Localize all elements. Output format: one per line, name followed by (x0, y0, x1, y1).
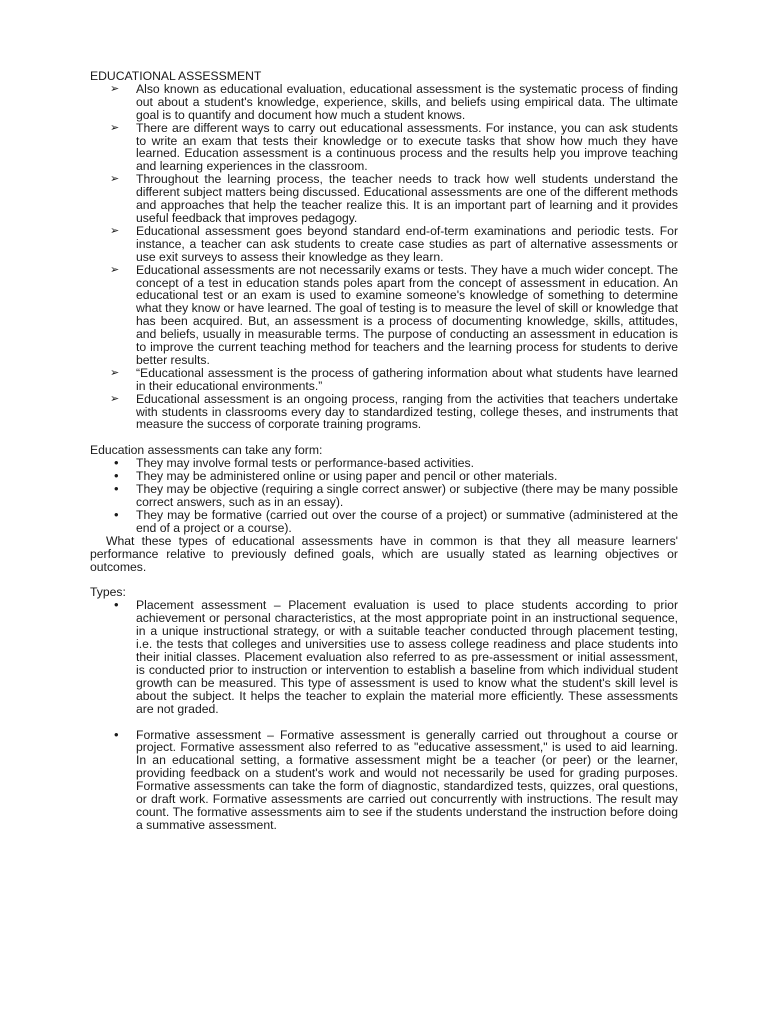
types-label: Types: (90, 585, 126, 600)
document-body (90, 70, 678, 832)
arrow-bullet-icon: ➢ (110, 173, 120, 186)
common-paragraph: What these types of educational assessments have in common is that they all measure learners' performance relative to previously defined goals, which are usually stated as learning objectives or outcomes. (90, 533, 678, 574)
forms-intro: Education assessments can take any form: (90, 443, 323, 458)
type-item-placement: • Placement assessment – Placement evaluation is used to place students according to prior achievement or personal characteristics, at the most appropriate point in an instructional sequence, in a unique instructional strategy, or with a suitable teacher conducted through placement testing, i.e. the tests that colleges and universities use to assess college readiness and place students into their initial classes. Placement evaluation also referred to as pre-assessment or initial assessment, is conducted prior to instruction or intervention to establish a baseline from which individual student growth can be measured. This type of assessment is used to know what the student's skill level is about the subject. It helps the teacher to explain the material more efficiently. These assessments are not graded. (114, 597, 679, 716)
types-list (90, 599, 678, 831)
document-heading: EDUCATIONAL ASSESSMENT (90, 69, 262, 83)
form-point: • They may be objective (requiring a single correct answer) or subjective (there may be many possible correct answers, such as in an essay). (114, 481, 678, 509)
form-point: • They may be administered online or using paper and pencil or other materials. (114, 468, 558, 484)
bullet-icon: • (114, 726, 119, 742)
bullet-icon: • (114, 468, 119, 484)
arrow-point: ➢ Educational assessments are not necessarily exams or tests. They have a much wider concept. The concept of a test in education stands poles apart from the concept of assessment in education. An educational test or an exam is used to examine someone's knowledge of something to determine what they know or have learned. The goal of testing is to measure the level of skill or knowledge that has been acquired. But, an assessment is a process of documenting knowledge, skills, attitudes, and beliefs, usually in measurable terms. The purpose of conducting an assessment in education is to improve the current teaching method for teachers and the learning process for students to derive better results. (110, 262, 678, 367)
arrow-point: ➢ Throughout the learning process, the teacher needs to track how well students understand the different subject matters being discussed. Educational assessments are one of the different methods and approaches that help the teacher realize this. It is an important part of learning and it provides useful feedback that improves pedagogy. (110, 172, 678, 225)
spacer (90, 573, 678, 586)
arrow-point: ➢ Also known as educational evaluation, educational assessment is the systematic process of finding out about a student's knowledge, experience, skills, and beliefs using empirical data. The ultimate goal is to quantify and document how much a student knows. (110, 81, 678, 122)
arrow-point: ➢ Educational assessment is an ongoing process, ranging from the activities that teachers undertake with students in classrooms every day to standardized testing, college theses, and instruments that measure the success of corporate training programs. (110, 391, 678, 432)
bullet-icon: • (114, 481, 119, 497)
bullet-icon: • (114, 455, 119, 471)
arrow-point-list (90, 83, 678, 431)
arrow-bullet-icon: ➢ (110, 366, 120, 379)
arrow-bullet-icon: ➢ (110, 121, 120, 134)
arrow-point: ➢ “Educational assessment is the process of gathering information about what students have learned in their educational environments.” (110, 365, 678, 393)
type-item-formative: • Formative assessment – Formative assessment is generally carried out throughout a course or project. Formative assessment also referred to as "educative assessment," is used to aid learning. In an educational setting, a formative assessment might be a teacher (or peer) or the learner, providing feedback on a student's work and would not necessarily be used for grading purposes. Formative assessments can take the form of diagnostic, standardized tests, quizzes, oral questions, or draft work. Formative assessments are carried out concurrently with instructions. The result may count. The formative assessments aim to see if the students understand the instruction before doing a summative assessment. (114, 726, 678, 832)
arrow-bullet-icon: ➢ (110, 263, 120, 276)
arrow-bullet-icon: ➢ (110, 392, 120, 405)
bullet-icon: • (114, 506, 119, 522)
arrow-bullet-icon: ➢ (110, 224, 120, 237)
bullet-icon: • (114, 597, 119, 613)
arrow-point: ➢ There are different ways to carry out educational assessments. For instance, you can ask students to write an exam that tests their knowledge or to execute tasks that show how much they have learned. Education assessment is a continuous process and the results help you improve teaching and learning experiences in the classroom. (110, 120, 678, 174)
form-point: • They may involve formal tests or performance-based activities. (114, 455, 474, 471)
arrow-bullet-icon: ➢ (110, 82, 120, 95)
arrow-point: ➢ Educational assessment goes beyond standard end-of-term examinations and periodic tests. For instance, a teacher can ask students to create case studies as part of alternative assessments or use exit surveys to assess their knowledge as they learn. (110, 223, 678, 264)
form-point: • They may be formative (carried out over the course of a project) or summative (administered at the end of a project or a course). (114, 506, 678, 535)
placement-testing-link[interactable]: placement testing (577, 624, 675, 639)
forms-list (90, 457, 678, 534)
